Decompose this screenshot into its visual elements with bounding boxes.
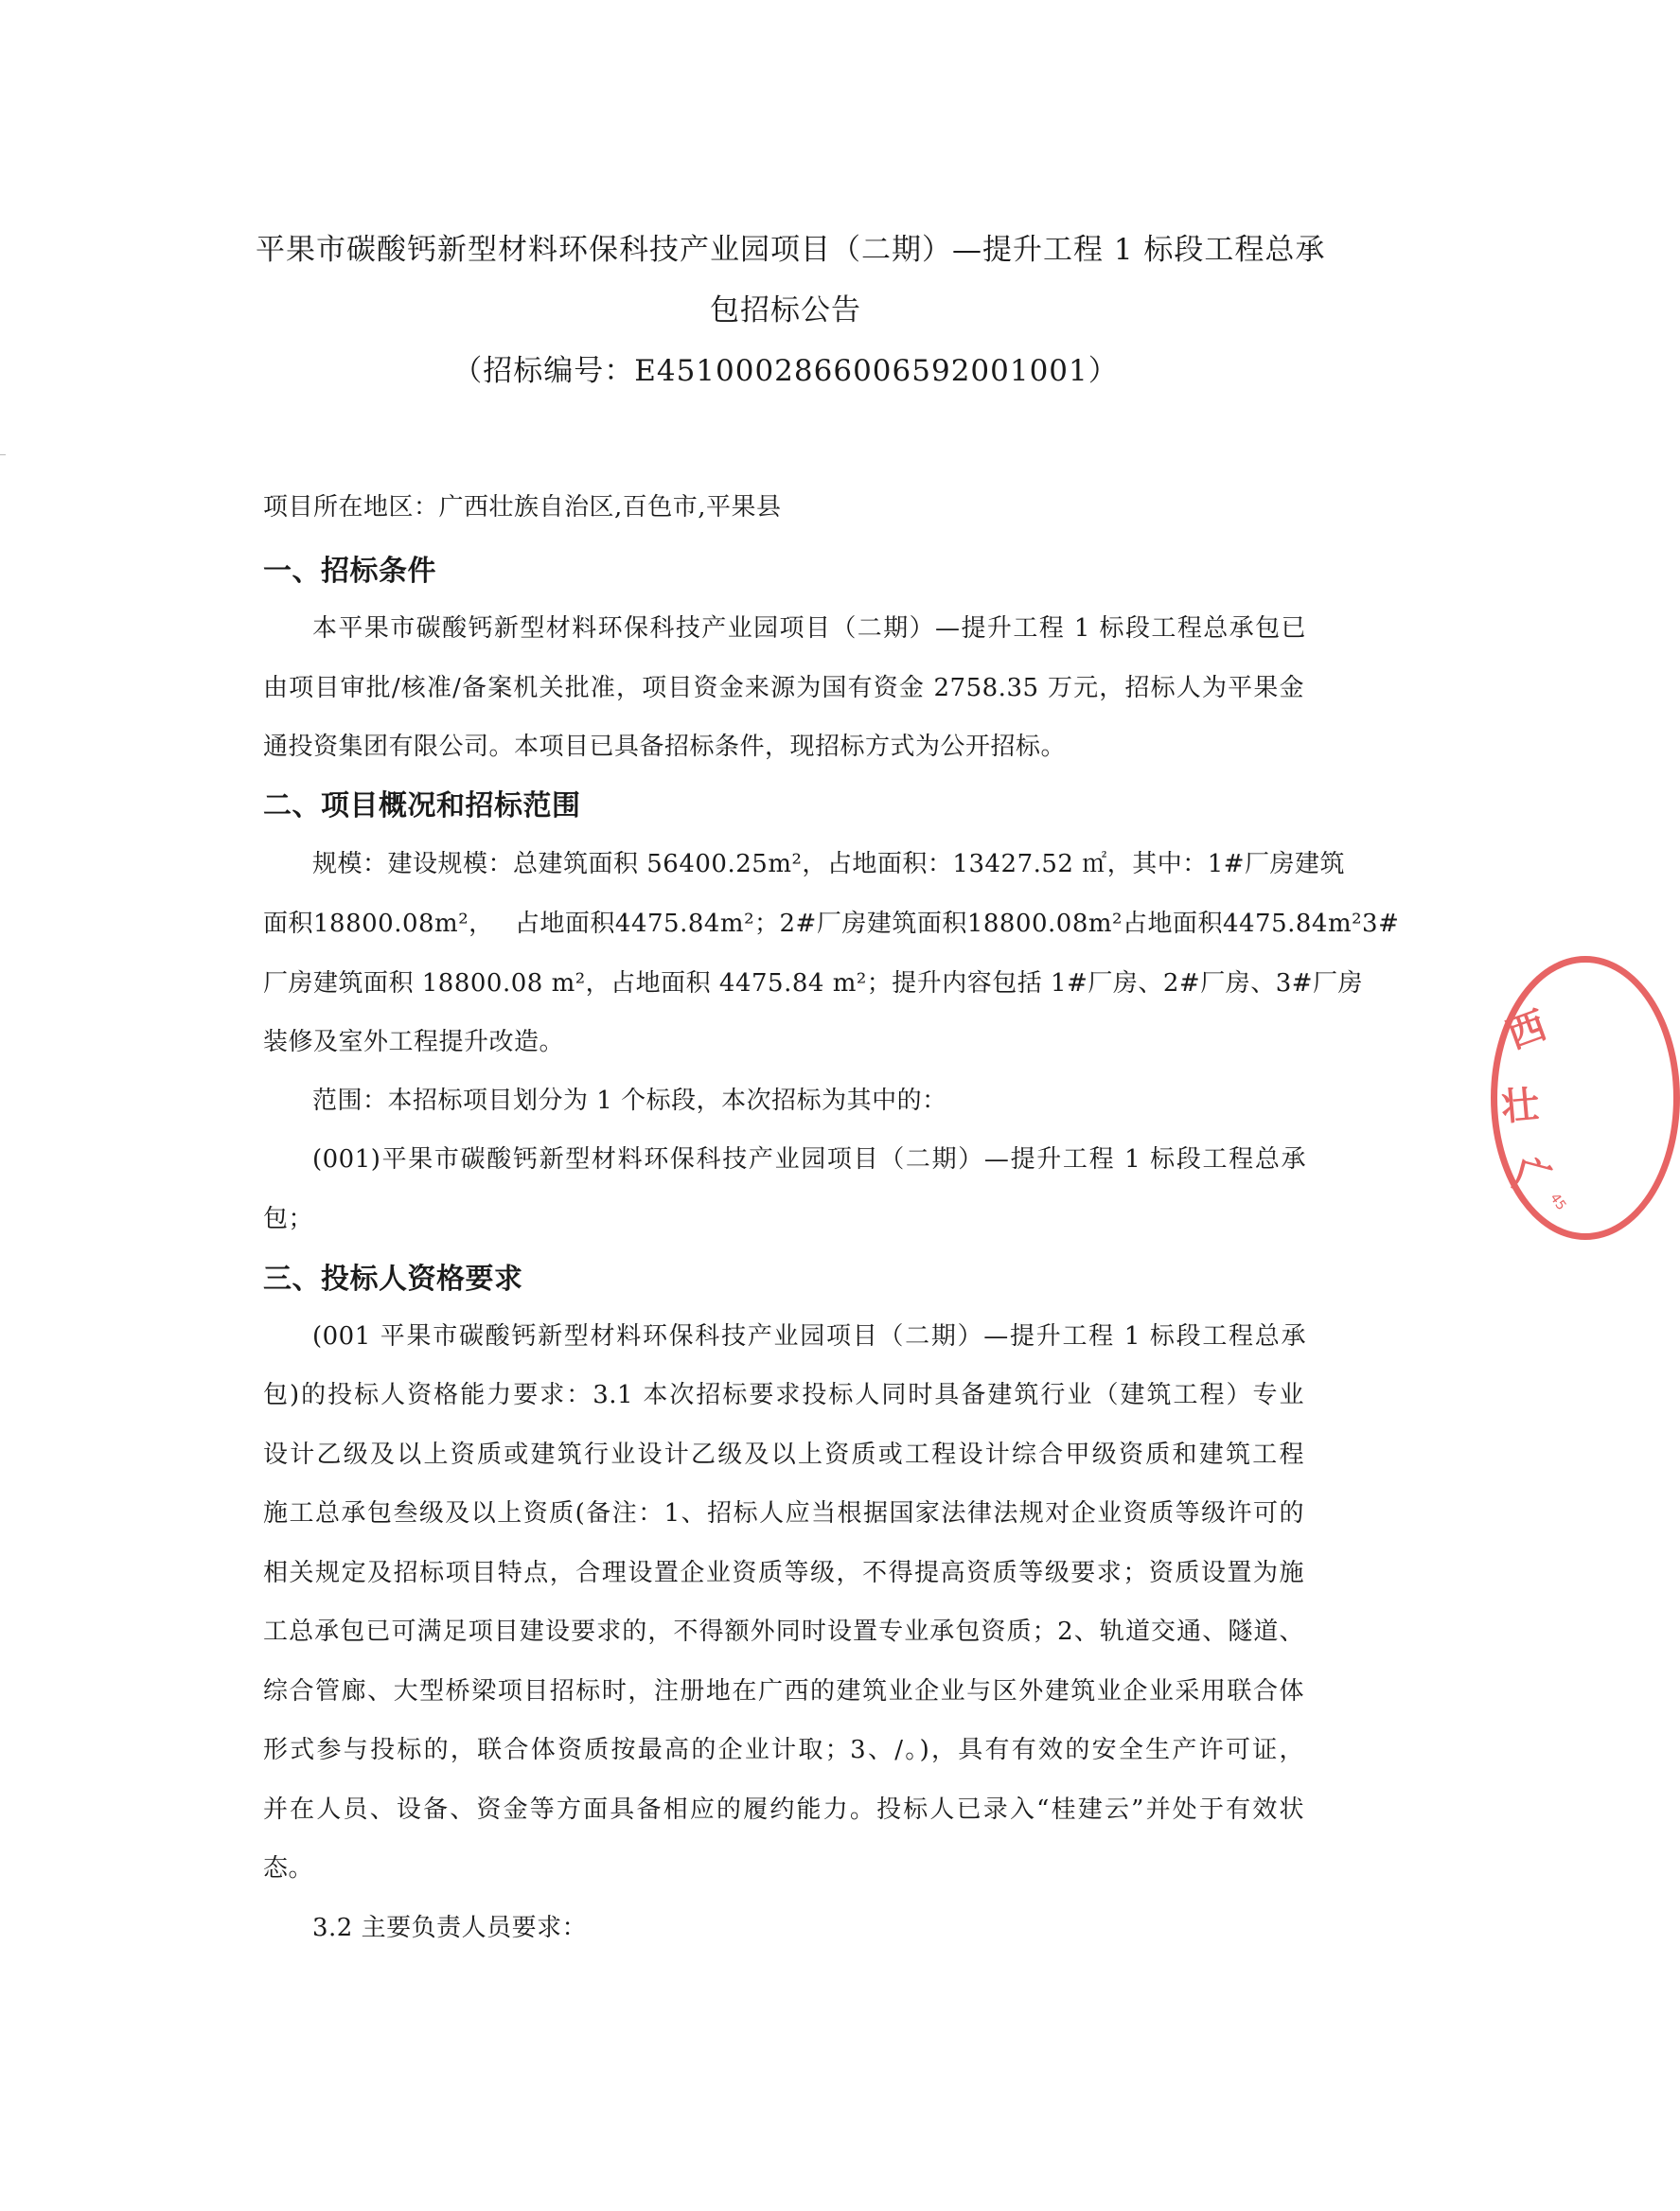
tender-number: （招标编号：E4510002866006592001001） (452, 354, 1119, 388)
scale-line-2: 面积18800.08m²， 占地面积4475.84m²；2#厂房建筑面积18800.08m²占地面积4475.84m²3# (263, 910, 1400, 938)
section-3-line-2: 包)的投标人资格能力要求：3.1 本次招标要求投标人同时具备建筑行业（建筑工程）专业 (263, 1381, 1304, 1409)
section-2-heading: 二、项目概况和招标范围 (263, 789, 581, 822)
project-location: 项目所在地区：广西壮族自治区,百色市,平果县 (263, 493, 782, 522)
scale-line-1: 规模：建设规模：总建筑面积 56400.25m²，占地面积：13427.52 ㎡，其中：1#厂房建筑 (312, 850, 1346, 878)
title-line-1: 平果市碳酸钙新型材料环保科技产业园项目（二期）—提升工程 1 标段工程总承 (256, 233, 1326, 267)
section-3-line-5: 相关规定及招标项目特点，合理设置企业资质等级，不得提高资质等级要求；资质设置为施 (263, 1559, 1304, 1587)
section-3-heading: 三、投标人资格要求 (263, 1263, 523, 1296)
section-3-line-8: 形式参与投标的，联合体资质按最高的企业计取；3、/。)，具有有效的安全生产许可证， (263, 1736, 1304, 1764)
lot-line-2: 包； (263, 1205, 314, 1233)
section-3-line-4: 施工总承包叁级及以上资质(备注：1、招标人应当根据国家法律法规对企业资质等级许可的 (263, 1499, 1304, 1528)
scope-line: 范围：本招标项目划分为 1 个标段，本次招标为其中的： (312, 1087, 947, 1115)
scale-line-4: 装修及室外工程提升改造。 (263, 1028, 565, 1056)
section-3-line-1: (001 平果市碳酸钙新型材料环保科技产业园项目（二期）—提升工程 1 标段工程总承 (312, 1322, 1306, 1351)
section-1-line-1: 本平果市碳酸钙新型材料环保科技产业园项目（二期）—提升工程 1 标段工程总承包已 (312, 614, 1306, 643)
section-1-line-2: 由项目审批/核准/备案机关批准，项目资金来源为国有资金 2758.35 万元，招标人为平果金 (263, 674, 1304, 702)
lot-line-1: (001)平果市碳酸钙新型材料环保科技产业园项目（二期）—提升工程 1 标段工程总承 (312, 1145, 1306, 1174)
section-3-line-9: 并在人员、设备、资金等方面具备相应的履约能力。投标人已录入“桂建云”并处于有效状 (263, 1795, 1304, 1824)
section-1-line-3: 通投资集团有限公司。本项目已具备招标条件，现招标方式为公开招标。 (263, 733, 1067, 761)
section-3-line-7: 综合管廊、大型桥梁项目招标时，注册地在广西的建筑业企业与区外建筑业企业采用联合体 (263, 1677, 1304, 1706)
official-seal: 西 壮 广 45 (1491, 956, 1680, 1240)
document-title (256, 220, 1326, 401)
scan-edge-mark (0, 454, 6, 455)
section-3-line-3: 设计乙级及以上资质或建筑行业设计乙级及以上资质或工程设计综合甲级资质和建筑工程 (263, 1441, 1304, 1469)
section-3-2-heading: 3.2 主要负责人员要求： (312, 1914, 588, 1942)
section-1-heading: 一、招标条件 (263, 555, 436, 588)
title-line-2: 包招标公告 (710, 293, 861, 327)
scale-line-3: 厂房建筑面积 18800.08 m²，占地面积 4475.84 m²；提升内容包括 1#厂房、2#厂房、3#厂房 (263, 969, 1364, 998)
section-3-line-6: 工总承包已可满足项目建设要求的，不得额外同时设置专业承包资质；2、轨道交通、隧道、 (263, 1618, 1304, 1646)
section-3-line-10: 态。 (263, 1854, 314, 1883)
